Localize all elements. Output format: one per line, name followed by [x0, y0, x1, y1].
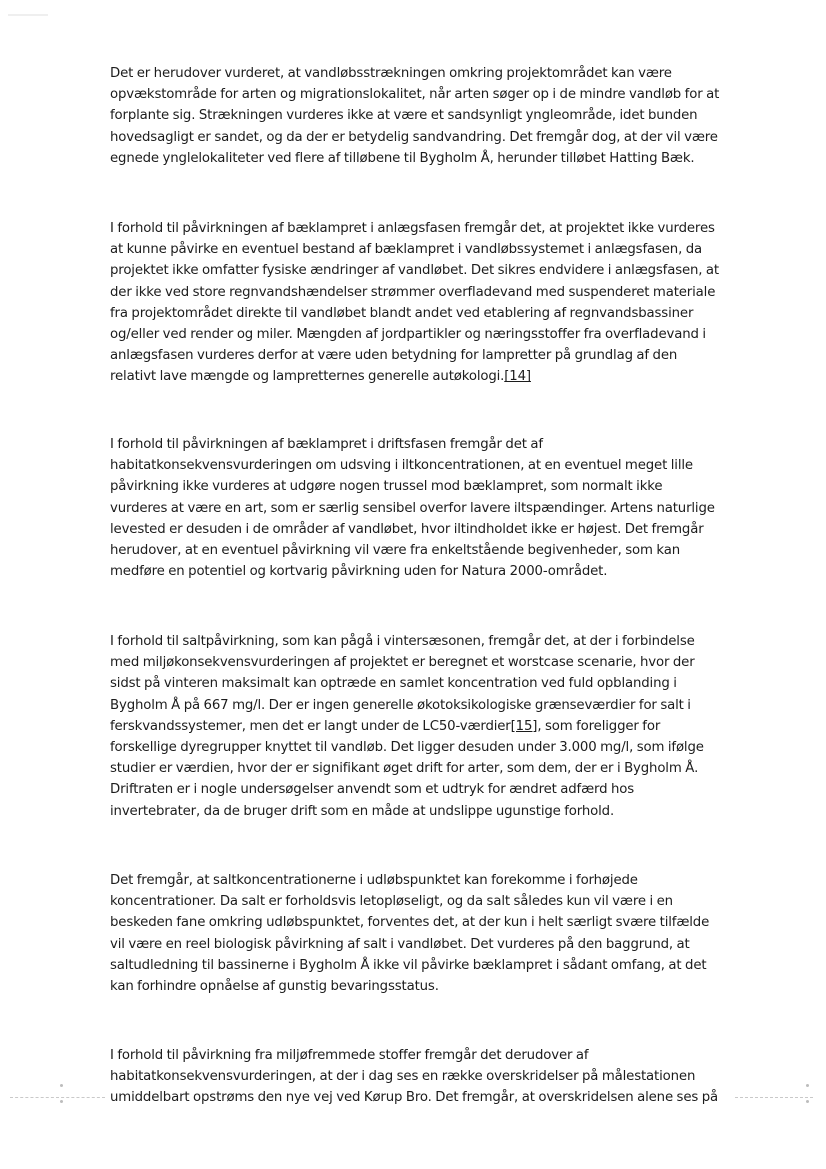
paragraph-text: I forhold til saltpåvirkning, som kan pågå i vintersæsonen, fremgår det, at der i forbindelse med miljøkonsekvensvurderingen af projektet er beregnet et worstcase scenarie, hvor der sidst på vinteren maksimalt kan optræde en samlet koncentration ved fuld opblanding i Bygholm Å på 667 mg/l. Der er ingen generelle økotoksikologiske grænseværdier for salt i ferskvandssystemer, men det er langt under de LC50-værdier — [110, 634, 695, 734]
paragraph-habitat: Det er herudover vurderet, at vandløbsstrækningen omkring projektområdet kan være opvækstområde for arten og migrationslokalitet, når arten søger op i de mindre vandløb for at forplante sig. Strækningen vurderes ikke at være et sandsynligt yngleområde, idet bunden hovedsagligt er sandet, og da der er betydelig sandvandring. Det fremgår dog, at der vil være egnede ynglelokaliteter ved flere af tilløbene til Bygholm Å, herunder tilløbet Hatting Bæk. — [110, 66, 720, 166]
paragraph-text: , som foreligger for forskellige dyregrupper knyttet til vandløb. Det ligger desuden under 3.000 mg/l, som ifølge studier er værdien, hvor der er signifikant øget drift for arter, som dem, der er i Bygholm Å. Driftraten er i nogle undersøgelser anvendt som et udtryk for ændret adfærd hos invertebrater, da de bruger drift som en måde at undslippe ugunstige forhold. — [110, 718, 704, 819]
paragraph-pollutants: I forhold til påvirkning fra miljøfremmede stoffer fremgår det derudover af habitatkonsekvensvurderingen, at der i dag ses en række overskridelser på målestationen umiddelbart opstrøms den nye vej ved Kørup Bro. Det fremgår, at overskridelsen alene ses på — [110, 1048, 719, 1106]
scan-artifact — [806, 1084, 809, 1087]
scan-artifact — [8, 14, 48, 16]
scan-fold-line-left — [10, 1097, 105, 1099]
scan-fold-line-right — [735, 1097, 813, 1099]
paragraph-salt-impact — [110, 631, 740, 822]
scan-artifact — [806, 1100, 809, 1103]
paragraph-salt-concentration: Det fremgår, at saltkoncentrationerne i udløbspunktet kan forekomme i forhøjede koncentrationer. Da salt er forholdsvis letopløseligt, og da salt således kun vil være i en beskeden fane omkring udløbspunktet, forventes det, at der kun i helt særligt svære tilfælde vil være en reel biologisk påvirkning af salt i vandløbet. Det vurderes på den baggrund, at saltudledning til bassinerne i Bygholm Å ikke vil påvirke bæklampret i sådant omfang, at det kan forhindre opnåelse af gunstig bevaringsstatus. — [110, 873, 710, 995]
scan-artifact — [60, 1084, 63, 1087]
footnote-link-15[interactable]: [15] — [510, 718, 538, 734]
paragraph-operation-phase: I forhold til påvirkningen af bæklampret i driftsfasen fremgår det af habitatkonsekvensvurderingen om udsving i iltkoncentrationen, at en eventuel meget lille påvirkning ikke vurderes at udgøre nogen trussel mod bæklampret, som normalt ikke vurderes at være en art, som er særlig sensibel overfor lavere iltspændinger. Artens naturlige levested er desuden i de områder af vandløbet, hvor iltindholdet ikke er højest. Det fremgår herudover, at en eventuel påvirkning vil være fra enkeltstående begivenheder, som kan medføre en potentiel og kortvarig påvirkning uden for Natura 2000-området. — [110, 437, 715, 580]
scan-artifact — [60, 1100, 63, 1103]
footnote-link-14[interactable]: [14] — [504, 369, 531, 385]
paragraph-text: I forhold til påvirkningen af bæklampret i anlægsfasen fremgår det, at projektet ikke vurderes at kunne påvirke en eventuel bestand af bæklampret i vandløbssystemet i anlægsfasen, da projektet ikke omfatter fysiske ændringer af vandløbet. Det sikres endvidere i anlægsfasen, at der ikke ved store regnvandshændelser strømmer overfladevand med suspenderet materiale fra projektområdet direkte til vandløbet blandt andet ved etablering af regnvandsbassiner og/eller ved render og miler. Mængden af jordpartikler og næringsstoffer fra overfladevand i anlægsfasen vurderes derfor at være uden betydning for lampretter på grundlag af den relativt lave mængde og lampretternes generelle autøkologi. — [110, 221, 719, 385]
paragraph-construction-phase — [110, 218, 740, 388]
